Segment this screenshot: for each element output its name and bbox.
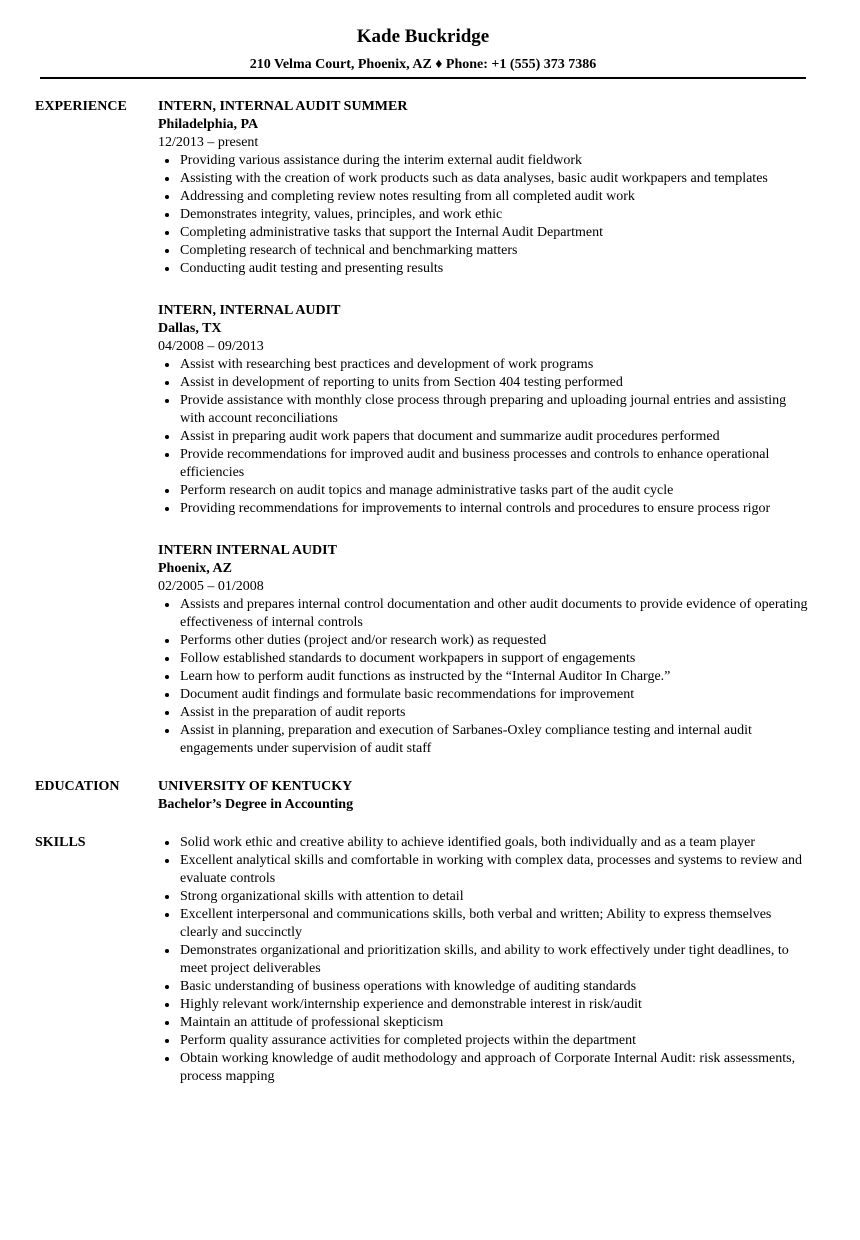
bullet-item: Addressing and completing review notes resulting from all completed audit work bbox=[158, 188, 810, 206]
education-section bbox=[35, 778, 815, 814]
job-title: INTERN INTERNAL AUDIT bbox=[158, 543, 337, 558]
bullet-item: Completing administrative tasks that support the Internal Audit Department bbox=[158, 224, 810, 242]
bullet-item: Follow established standards to document workpapers in support of engagements bbox=[158, 650, 810, 668]
bullet-item: Providing recommendations for improvements to internal controls and procedures to ensure process rigor bbox=[158, 500, 810, 518]
job-dates: 04/2008 – 09/2013 bbox=[158, 339, 264, 354]
job-bullets bbox=[158, 596, 810, 758]
bullet-item: Assist in preparing audit work papers that document and summarize audit procedures performed bbox=[158, 428, 810, 446]
bullet-item: Assist in the preparation of audit reports bbox=[158, 704, 810, 722]
job-title: INTERN, INTERNAL AUDIT bbox=[158, 303, 341, 318]
section-label-skills: SKILLS bbox=[35, 835, 86, 850]
bullet-item: Demonstrates integrity, values, principles, and work ethic bbox=[158, 206, 810, 224]
bullet-item: Perform research on audit topics and manage administrative tasks part of the audit cycle bbox=[158, 482, 810, 500]
experience-body bbox=[158, 98, 810, 758]
bullet-item: Providing various assistance during the interim external audit fieldwork bbox=[158, 152, 810, 170]
bullet-item: Document audit findings and formulate basic recommendations for improvement bbox=[158, 686, 810, 704]
bullet-item: Conducting audit testing and presenting results bbox=[158, 260, 810, 278]
skills-list bbox=[158, 834, 810, 1086]
experience-section bbox=[35, 98, 815, 758]
skill-item: Maintain an attitude of professional skepticism bbox=[158, 1014, 810, 1032]
job-bullets bbox=[158, 356, 810, 518]
skills-section bbox=[35, 834, 815, 1086]
bullet-item: Completing research of technical and benchmarking matters bbox=[158, 242, 810, 260]
skill-item: Perform quality assurance activities for completed projects within the department bbox=[158, 1032, 810, 1050]
candidate-name: Kade Buckridge bbox=[356, 26, 490, 47]
bullet-item: Provide recommendations for improved audit and business processes and controls to enhance operational efficiencies bbox=[158, 446, 810, 482]
bullet-item: Assist with researching best practices and development of work programs bbox=[158, 356, 810, 374]
resume-header bbox=[40, 25, 806, 74]
section-label-experience: EXPERIENCE bbox=[35, 99, 127, 114]
job-location: Dallas, TX bbox=[158, 321, 222, 336]
bullet-item: Assists and prepares internal control documentation and other audit documents to provide evidence of operating effectiveness of internal controls bbox=[158, 596, 810, 632]
job-dates: 12/2013 – present bbox=[158, 135, 259, 150]
skill-item: Obtain working knowledge of audit methodology and approach of Corporate Internal Audit: risk assessments, process mapping bbox=[158, 1050, 810, 1086]
bullet-item: Assist in development of reporting to units from Section 404 testing performed bbox=[158, 374, 810, 392]
job-entry bbox=[158, 542, 810, 758]
education-body bbox=[158, 778, 810, 814]
skill-item: Demonstrates organizational and prioritization skills, and ability to work effectively under tight deadlines, to meet project deliverables bbox=[158, 942, 810, 978]
header-divider bbox=[40, 77, 806, 79]
job-entry bbox=[158, 302, 810, 518]
school-name: UNIVERSITY OF KENTUCKY bbox=[158, 779, 353, 794]
job-bullets bbox=[158, 152, 810, 278]
skill-item: Strong organizational skills with attention to detail bbox=[158, 888, 810, 906]
skill-item: Basic understanding of business operations with knowledge of auditing standards bbox=[158, 978, 810, 996]
job-entry bbox=[158, 98, 810, 278]
bullet-item: Learn how to perform audit functions as instructed by the “Internal Auditor In Charge.” bbox=[158, 668, 810, 686]
skill-item: Excellent analytical skills and comfortable in working with complex data, processes and systems to review and evaluate controls bbox=[158, 852, 810, 888]
skill-item: Excellent interpersonal and communications skills, both verbal and written; Ability to express themselves clearly and succinctly bbox=[158, 906, 810, 942]
bullet-item: Assisting with the creation of work products such as data analyses, basic audit workpapers and templates bbox=[158, 170, 810, 188]
resume-content bbox=[35, 98, 815, 1086]
job-location: Phoenix, AZ bbox=[158, 561, 232, 576]
degree-name: Bachelor’s Degree in Accounting bbox=[158, 797, 354, 812]
job-dates: 02/2005 – 01/2008 bbox=[158, 579, 264, 594]
contact-line: 210 Velma Court, Phoenix, AZ ♦ Phone: +1 (555) 373 7386 bbox=[249, 57, 597, 72]
bullet-item: Provide assistance with monthly close process through preparing and uploading journal entries and assisting with account reconciliations bbox=[158, 392, 810, 428]
bullet-item: Assist in planning, preparation and execution of Sarbanes-Oxley compliance testing and internal audit engagements under supervision of audit staff bbox=[158, 722, 810, 758]
job-location: Philadelphia, PA bbox=[158, 117, 259, 132]
job-title: INTERN, INTERNAL AUDIT SUMMER bbox=[158, 99, 408, 114]
bullet-item: Performs other duties (project and/or research work) as requested bbox=[158, 632, 810, 650]
skills-body bbox=[158, 834, 810, 1086]
section-label-education: EDUCATION bbox=[35, 779, 120, 794]
skill-item: Highly relevant work/internship experience and demonstrable interest in risk/audit bbox=[158, 996, 810, 1014]
skill-item: Solid work ethic and creative ability to achieve identified goals, both individually and as a team player bbox=[158, 834, 810, 852]
